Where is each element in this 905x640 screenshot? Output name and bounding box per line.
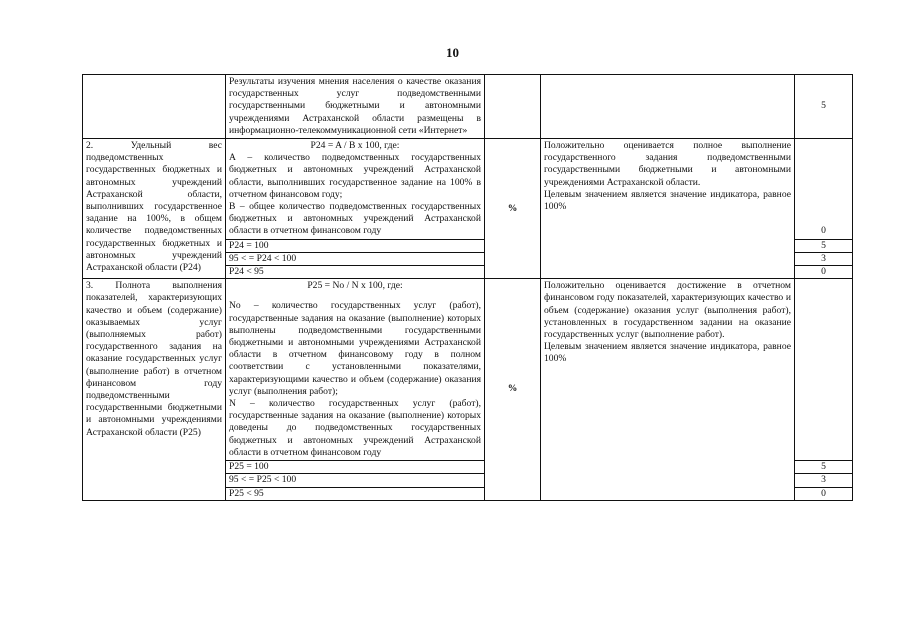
evaluation-table <box>82 74 853 501</box>
indicator-name-cell: 2. Удельный вес подведомственных государственных бюджетных и автономных учреждений Астраханской области, выполнивших государственное задание на 100%, в общем количестве подведомственных государственных бюджетных и автономных учреждений Астраханской области (P24) <box>83 139 226 279</box>
definition-b: B – общее количество подведомственных государственных бюджетных и автономных учреждений Астраханской области в отчетном финансовом году <box>229 201 481 237</box>
comment-cell <box>541 279 795 500</box>
definition-no: No – количество государственных услуг (работ), государственные задания на оказание (выполнение) которых выполнены подведомственными государственными бюджетными и автономными учреждениями Астраханской области в отчетном финансовому году в полном соответствии с установленными показателями, характеризующими качество и объем (содержание) оказания услуг (выполнения работ); <box>229 300 481 397</box>
definition-n: N – количество государственных услуг (работ), государственные задания на оказание (выполнение) которых доведены до подведомственных государственных бюджетных и автономных учреждений Астраханской области в отчетном финансовом году <box>229 398 481 458</box>
page-number: 10 <box>446 45 459 60</box>
range-condition: P25 = 100 <box>226 461 485 474</box>
definition-a: A – количество подведомственных государственных бюджетных и автономных учреждений Астраханской области, выполнивших государственное задание на 100% в отчетном финансовом году; <box>229 152 481 200</box>
score-cell: 5 <box>795 75 853 139</box>
formula: P24 = A / B x 100, где: <box>310 140 400 152</box>
unit-cell: % <box>485 279 541 500</box>
range-score: 3 <box>795 474 853 487</box>
comment-text: Положительно оценивается достижение в отчетном финансовом году показателей, характеризующих качество и объем (содержание) оказания услуг (выполнения работ), установленных в государственном задании на оказание государственных услуг (выполнение работ). <box>544 280 791 341</box>
range-score: 0 <box>795 487 853 500</box>
range-condition: P24 = 100 <box>226 239 485 252</box>
unit-cell: % <box>485 139 541 279</box>
score-cell <box>795 279 853 461</box>
comment-cell <box>541 75 795 139</box>
formula: P25 = No / N x 100, где: <box>307 280 403 292</box>
comment-text: Положительно оценивается полное выполнение государственного задания подведомственными государственными бюджетными и автономными учреждениями Астраханской области. <box>544 140 791 188</box>
range-score: 3 <box>795 252 853 265</box>
comment-target: Целевым значением является значение индикатора, равное 100% <box>544 341 791 365</box>
table-row <box>83 75 853 139</box>
indicator-name-cell: 3. Полнота выполнения показателей, характеризующих качество и объем (содержание) оказываемых услуг (выполняемых работ) государственного задания на оказание государственных услуг (выполнение работ) в отчетном финансовом году подведомственными государственными бюджетными и автономными учреждениями Астраханской области (P25) <box>83 279 226 500</box>
range-condition: P25 < 95 <box>226 487 485 500</box>
table-row <box>83 139 853 240</box>
method-cell: Результаты изучения мнения населения о качестве оказания государственных услуг подведомственными государственными бюджетными и автономными учреждениями Астраханской области размещены в информационно-телекоммуникационной сети «Интернет» <box>226 75 485 139</box>
range-score: 5 <box>795 461 853 474</box>
range-condition: 95 < = P25 < 100 <box>226 474 485 487</box>
table-row <box>83 279 853 461</box>
method-cell <box>226 139 485 240</box>
unit-cell <box>485 75 541 139</box>
range-score: 5 <box>795 239 853 252</box>
range-condition: P24 < 95 <box>226 266 485 279</box>
method-cell <box>226 279 485 461</box>
comment-target: Целевым значением является значение индикатора, равное 100% <box>544 188 791 213</box>
range-condition: 95 < = P24 < 100 <box>226 252 485 265</box>
range-score: 0 <box>795 266 853 279</box>
indicator-name-cell <box>83 75 226 139</box>
score-cell: 0 <box>795 139 853 240</box>
comment-cell <box>541 139 795 279</box>
